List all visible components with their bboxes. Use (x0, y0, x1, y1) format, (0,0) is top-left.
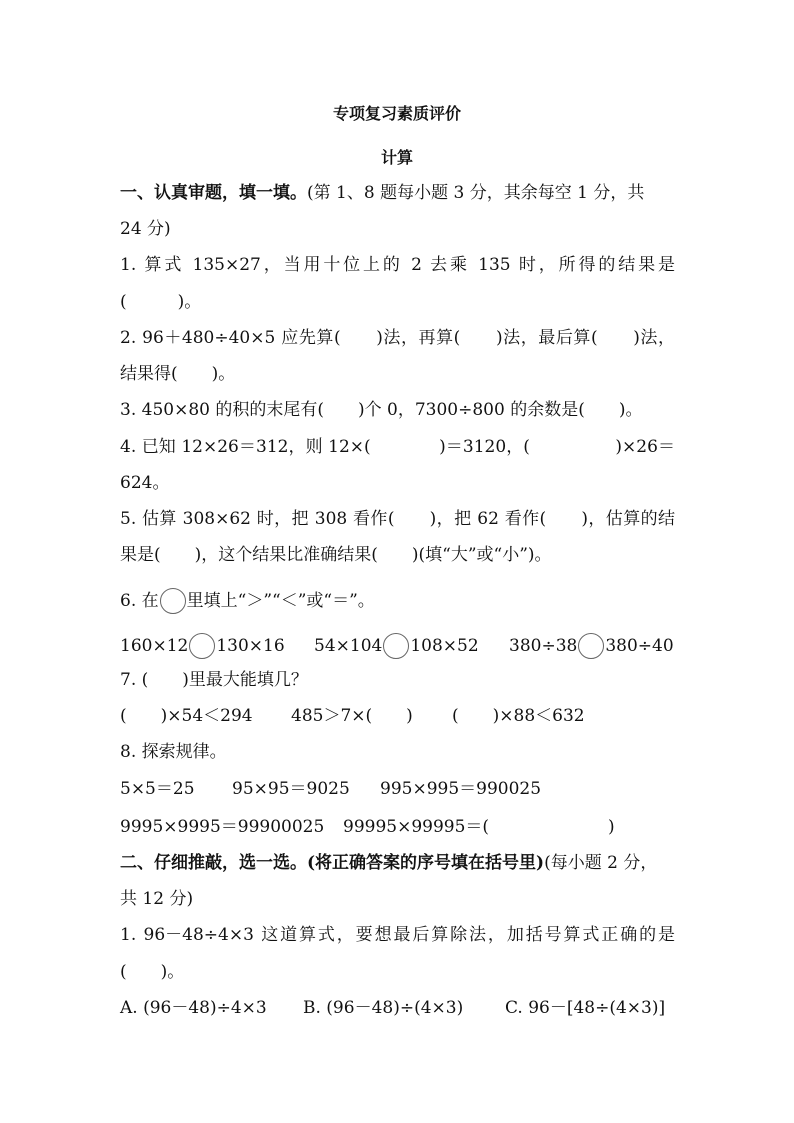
s2-q1-option-c: C. 96－[48÷(4×3)] (505, 998, 666, 1018)
section1-heading: 一、认真审题，填一填。 (120, 183, 307, 203)
q6-item-2 (314, 633, 479, 659)
s2-q1-option-a: A. (96－48)÷4×3 (120, 998, 267, 1018)
q2-line2: 结果得( )。 (120, 364, 236, 384)
compare-circle-2[interactable] (383, 633, 409, 659)
q6-item-1 (120, 633, 285, 659)
s2-q1-line1: 1. 96－48÷4×3 这道算式，要想最后算除法，加括号算式正确的是 (120, 925, 675, 945)
s2-q1-line2: ( )。 (120, 962, 185, 982)
q3: 3. 450×80 的积的末尾有( )个 0，7300÷800 的余数是( )。 (120, 400, 643, 420)
q4-line2: 624。 (120, 473, 170, 493)
s2-q1-option-b: B. (96－48)÷(4×3) (303, 998, 464, 1018)
section1-heading-line (120, 182, 675, 204)
q6 (120, 588, 675, 614)
q6-item-3 (509, 633, 674, 659)
compare-circle-1[interactable] (189, 633, 215, 659)
q6-item-3-left: 380÷38 (509, 636, 578, 656)
q8: 8. 探索规律。 (120, 742, 227, 762)
q5-line2: 果是( )，这个结果比准确结果( )(填“大”或“小”)。 (120, 545, 552, 565)
q8-row2-item-1: 9995×9995＝99900025 (120, 817, 325, 837)
q8-row2-item-2: 99995×99995＝( ) (343, 817, 615, 837)
q8-row1-item-1: 5×5＝25 (120, 779, 195, 799)
section1-note: (第 1、8 题每小题 3 分，其余每空 1 分，共 (307, 183, 645, 203)
section2-note-cont: 共 12 分) (120, 889, 194, 909)
q8-row1-item-2: 95×95＝9025 (232, 779, 350, 799)
q6-suffix: 里填上“＞”“＜”或“＝”。 (186, 591, 375, 611)
q5-line1: 5. 估算 308×62 时，把 308 看作( )，把 62 看作( )，估算的结 (120, 509, 675, 529)
section2-note: (每小题 2 分， (544, 853, 658, 873)
q1-line1: 1. 算式 135×27，当用十位上的 2 去乘 135 时，所得的结果是 (120, 255, 675, 275)
q6-prefix: 6. 在 (120, 591, 159, 611)
q4-line1: 4. 已知 12×26＝312，则 12×( )＝3120，( )×26＝ (120, 437, 675, 457)
q7-item-1: ( )×54＜294 (120, 706, 253, 726)
section1-note-cont: 24 分) (120, 219, 171, 239)
section2-heading: 二、仔细推敲，选一选。(将正确答案的序号填在括号里) (120, 853, 545, 873)
q7: 7. ( )里最大能填几？ (120, 670, 308, 690)
q6-item-3-right: 380÷40 (605, 636, 674, 656)
q6-item-2-left: 54×104 (314, 636, 383, 656)
q2-line1: 2. 96＋480÷40×5 应先算( )法，再算( )法，最后算( )法， (120, 328, 675, 348)
page-subtitle: 计算 (380, 148, 413, 167)
q6-item-1-right: 130×16 (216, 636, 285, 656)
compare-circle-3[interactable] (578, 633, 604, 659)
q1-line2: ( )。 (120, 292, 202, 312)
q6-item-1-left: 160×12 (120, 636, 189, 656)
q6-item-2-right: 108×52 (410, 636, 479, 656)
q8-row1-item-3: 995×995＝990025 (380, 779, 542, 799)
page-title: 专项复习素质评价 (332, 104, 461, 123)
section2-heading-line (120, 852, 675, 874)
q7-item-2: 485＞7×( ) (291, 706, 413, 726)
q7-item-3: ( )×88＜632 (452, 706, 585, 726)
answer-circle[interactable] (160, 588, 186, 614)
